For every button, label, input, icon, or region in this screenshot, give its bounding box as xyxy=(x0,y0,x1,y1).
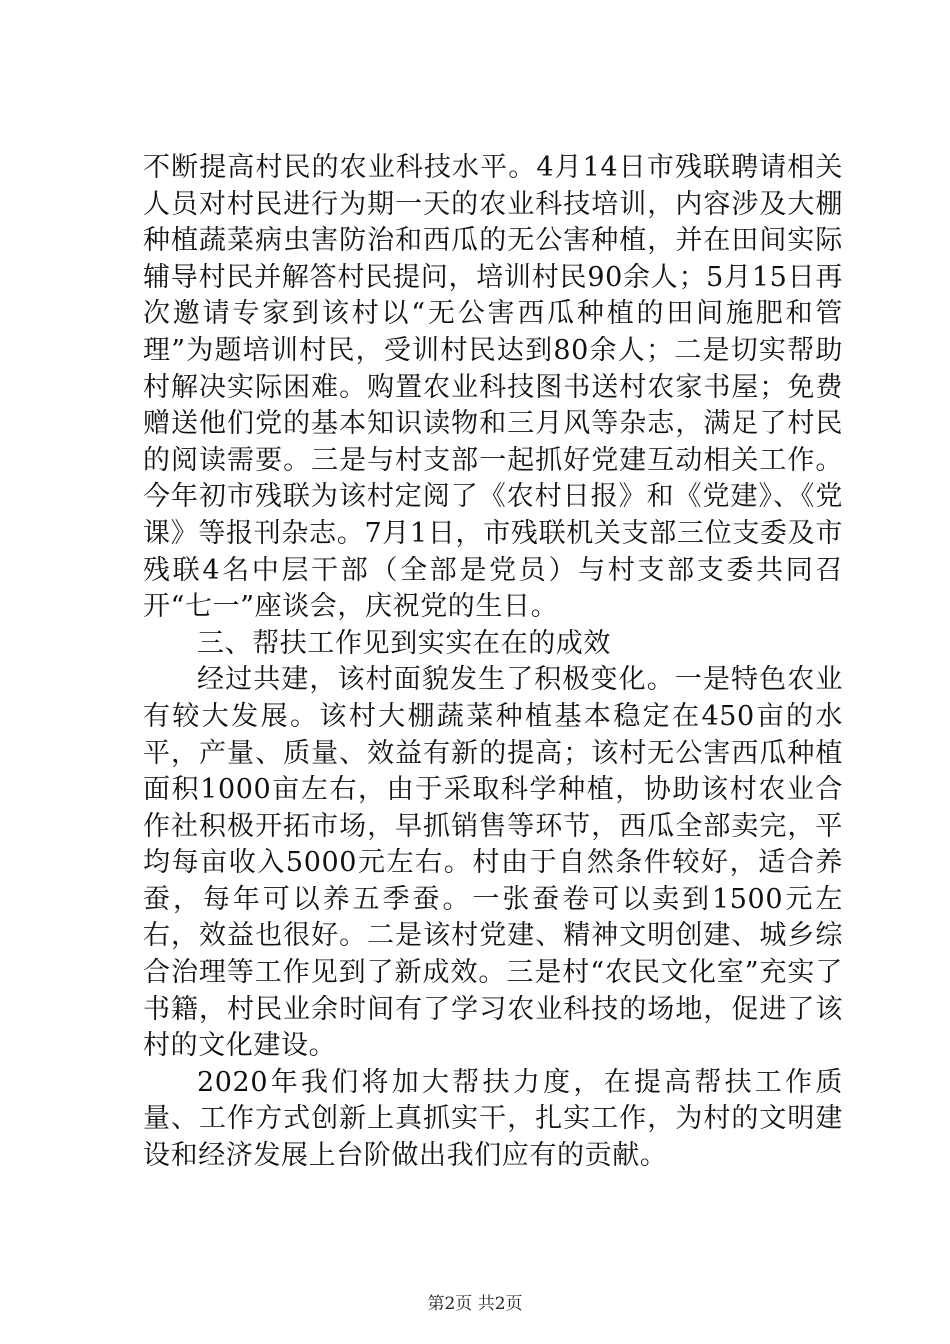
paragraph-results: 经过共建，该村面貌发生了积极变化。一是特色农业有较大发展。该村大棚蔬菜种植基本稳定在450亩的水平，产量、质量、效益有新的提高；该村无公害西瓜种植面积1000亩左右，由于采取科学种植，协助该村农业合作社积极开拓市场，早抓销售等环节，西瓜全部卖完，平均每亩收入5000元左右。村由于自然条件较好，适合养蚕，每年可以养五季蚕。一张蚕卷可以卖到1500元左右，效益也很好。二是该村党建、精神文明创建、城乡综合治理等工作见到了新成效。三是村“农民文化室”充实了书籍，村民业余时间有了学习农业科技的场地，促进了该村的文化建设。 xyxy=(143,664,843,1062)
document-body xyxy=(143,150,843,1175)
paragraph-outlook: 2020年我们将加大帮扶力度，在提高帮扶工作质量、工作方式创新上真抓实干，扎实工作，为村的文明建设和经济发展上台阶做出我们应有的贡献。 xyxy=(143,1066,843,1172)
section-heading: 三、帮扶工作见到实实在在的成效 xyxy=(197,627,611,659)
page-footer: 第2页 共2页 xyxy=(427,1294,523,1314)
paragraph-continued: 不断提高村民的农业科技水平。4月14日市残联聘请相关人员对村民进行为期一天的农业科技培训，内容涉及大棚种植蔬菜病虫害防治和西瓜的无公害种植，并在田间实际辅导村民并解答村民提问，培训村民90余人；5月15日再次邀请专家到该村以“无公害西瓜种植的田间施肥和管理”为题培训村民，受训村民达到80余人；二是切实帮助村解决实际困难。购置农业科技图书送村农家书屋；免费赠送他们党的基本知识读物和三月风等杂志，满足了村民的阅读需要。三是与村支部一起抓好党建互动相关工作。今年初市残联为该村定阅了《农村日报》和《党建》、《党课》等报刊杂志。7月1日，市残联机关支部三位支委及市残联4名中层干部（全部是党员）与村支部支委共同召开“七一”座谈会，庆祝党的生日。 xyxy=(143,152,843,623)
